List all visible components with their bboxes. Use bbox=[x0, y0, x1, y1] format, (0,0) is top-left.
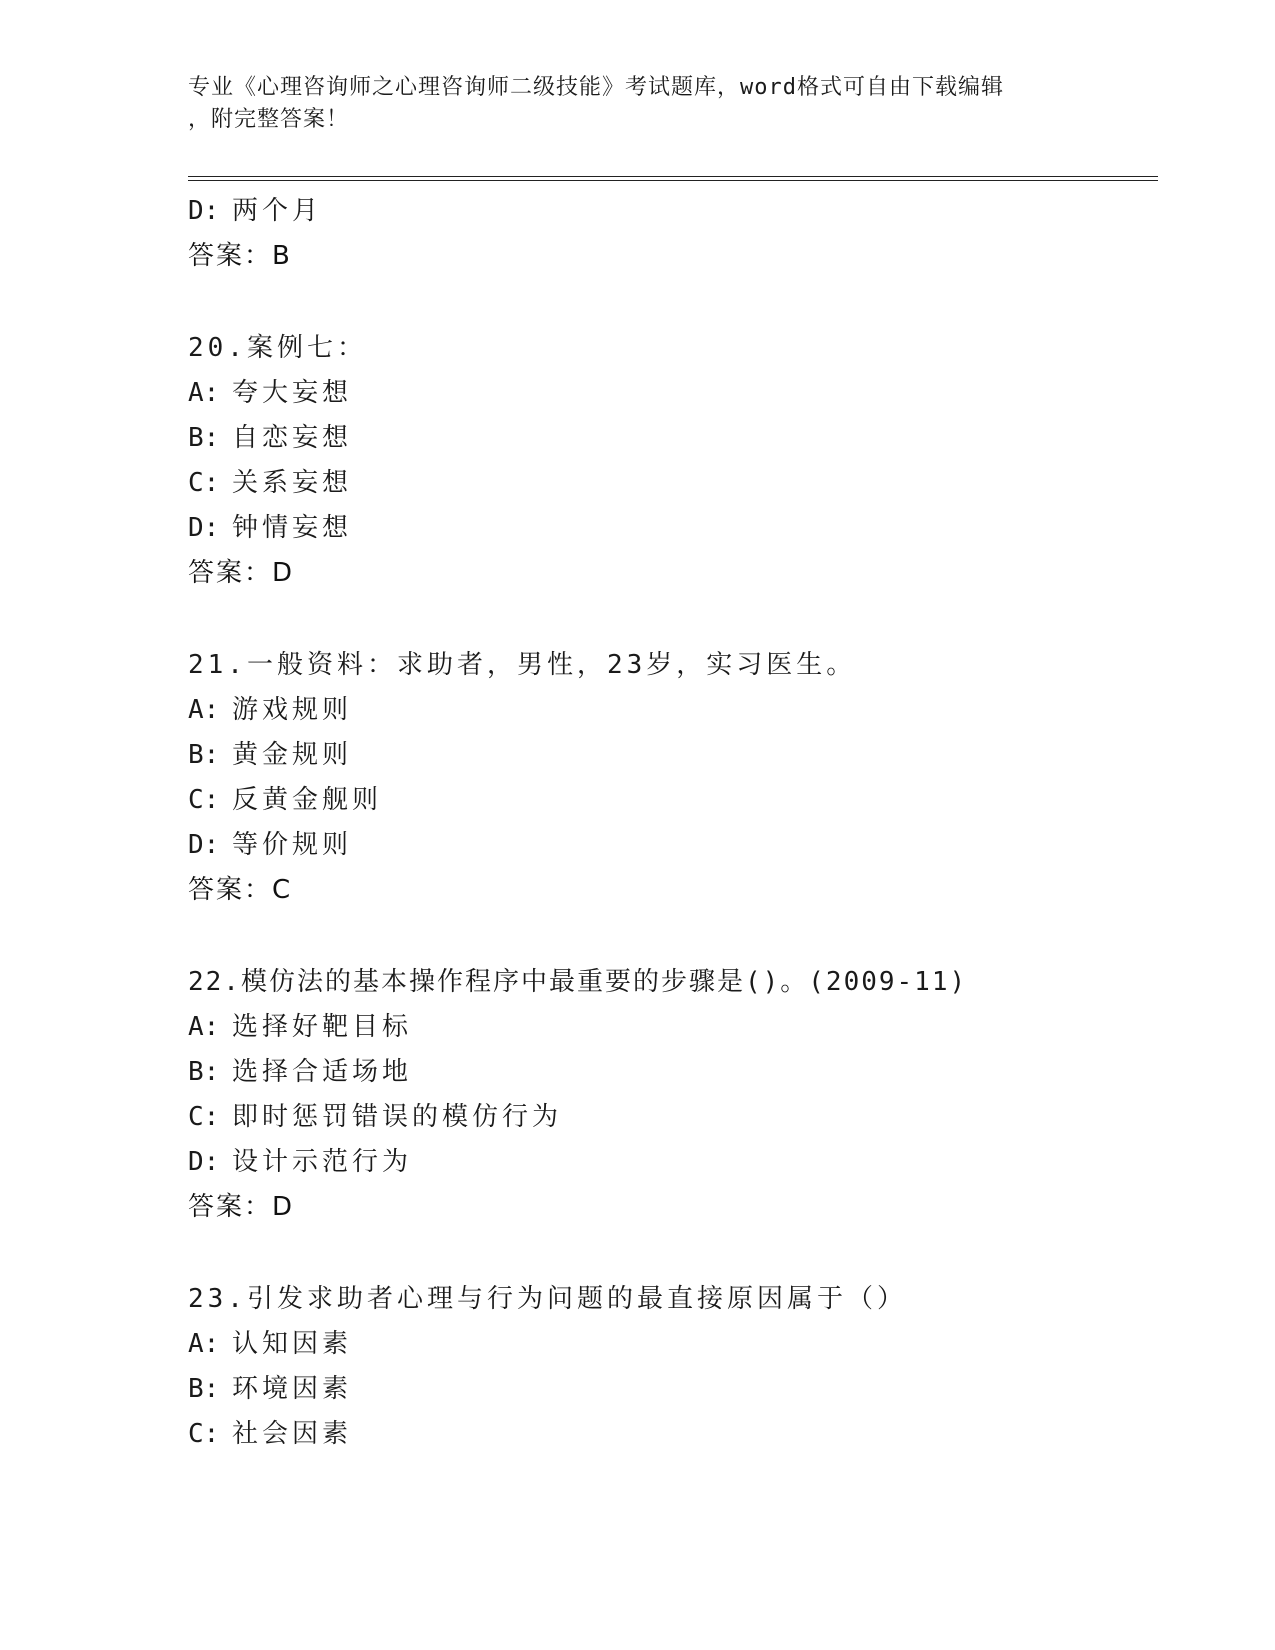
option-letter: D: bbox=[188, 1147, 220, 1177]
question-stem: 20.案例七： bbox=[188, 333, 367, 363]
question-23 bbox=[188, 1277, 1158, 1457]
option-text: 黄金规则 bbox=[232, 740, 353, 770]
option-letter: D: bbox=[188, 513, 220, 543]
option-d bbox=[188, 823, 1158, 868]
option-letter: A: bbox=[188, 695, 220, 725]
option-text: 反黄金舰则 bbox=[232, 785, 383, 815]
option-letter: D: bbox=[188, 830, 220, 860]
option-text: 游戏规则 bbox=[232, 695, 353, 725]
option-a bbox=[188, 371, 1158, 416]
option-letter: B: bbox=[188, 1057, 220, 1087]
header-line-2: ，附完整答案！ bbox=[188, 107, 350, 132]
option-d bbox=[188, 1140, 1158, 1185]
option-letter: A: bbox=[188, 1329, 220, 1359]
option-letter: C: bbox=[188, 468, 220, 498]
spacer bbox=[188, 913, 1158, 960]
answer-line: 答案：C bbox=[188, 875, 293, 905]
question-stem: 22.模仿法的基本操作程序中最重要的步骤是()。(2009-11) bbox=[188, 967, 968, 997]
option-c bbox=[188, 461, 1158, 506]
option-text: 钟情妄想 bbox=[232, 513, 353, 543]
answer-line: 答案：D bbox=[188, 558, 295, 588]
answer-line: 答案：D bbox=[188, 1192, 295, 1222]
question-21 bbox=[188, 643, 1158, 913]
document-header bbox=[188, 72, 1088, 136]
option-text: 认知因素 bbox=[232, 1329, 353, 1359]
option-b bbox=[188, 416, 1158, 461]
answer-line: 答案：B bbox=[188, 241, 292, 271]
option-letter: B: bbox=[188, 1374, 220, 1404]
question-list bbox=[188, 189, 1158, 1457]
option-a bbox=[188, 688, 1158, 733]
option-c bbox=[188, 1412, 1158, 1457]
option-text: 社会因素 bbox=[232, 1419, 353, 1449]
option-text: 选择好靶目标 bbox=[232, 1012, 413, 1042]
option-text: 夸大妄想 bbox=[232, 378, 353, 408]
header-divider bbox=[188, 176, 1158, 181]
option-text: 即时惩罚错误的模仿行为 bbox=[232, 1102, 563, 1132]
option-a bbox=[188, 1005, 1158, 1050]
option-letter: D: bbox=[188, 196, 220, 226]
question-stem: 21.一般资料：求助者，男性，23岁，实习医生。 bbox=[188, 650, 857, 680]
option-letter: A: bbox=[188, 378, 220, 408]
option-b bbox=[188, 733, 1158, 778]
option-text: 自恋妄想 bbox=[232, 423, 353, 453]
option-c bbox=[188, 778, 1158, 823]
option-b bbox=[188, 1050, 1158, 1095]
option-text: 选择合适场地 bbox=[232, 1057, 413, 1087]
option-letter: B: bbox=[188, 740, 220, 770]
option-a bbox=[188, 1322, 1158, 1367]
option-text: 等价规则 bbox=[232, 830, 353, 860]
question-22 bbox=[188, 960, 1158, 1230]
header-line-1: 专业《心理咨询师之心理咨询师二级技能》考试题库，word格式可自由下载编辑 bbox=[188, 75, 1004, 100]
option-letter: C: bbox=[188, 785, 220, 815]
option-letter: A: bbox=[188, 1012, 220, 1042]
option-text: 设计示范行为 bbox=[232, 1147, 413, 1177]
option-letter: C: bbox=[188, 1419, 220, 1449]
option-text: 两个月 bbox=[232, 196, 323, 226]
spacer bbox=[188, 1230, 1158, 1277]
question-20 bbox=[188, 326, 1158, 596]
option-c bbox=[188, 1095, 1158, 1140]
spacer bbox=[188, 279, 1158, 326]
option-letter: C: bbox=[188, 1102, 220, 1132]
option-letter: B: bbox=[188, 423, 220, 453]
option-b bbox=[188, 1367, 1158, 1412]
option-d bbox=[188, 506, 1158, 551]
option-text: 环境因素 bbox=[232, 1374, 353, 1404]
question-stem: 23.引发求助者心理与行为问题的最直接原因属于（） bbox=[188, 1284, 907, 1314]
option-d bbox=[188, 189, 1158, 234]
spacer bbox=[188, 596, 1158, 643]
option-text: 关系妄想 bbox=[232, 468, 353, 498]
